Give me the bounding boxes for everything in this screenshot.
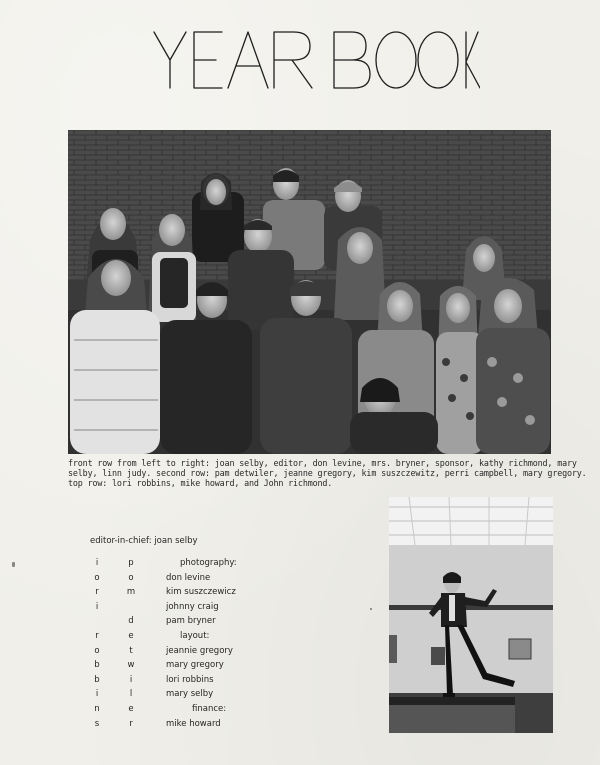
staff-name: mike howard: [166, 718, 221, 729]
vertical-letter: i: [129, 674, 133, 685]
vertical-letter: t: [129, 645, 133, 656]
vertical-letter: b: [94, 674, 100, 685]
paper-speck: [12, 562, 15, 567]
vertical-letter: p: [128, 558, 134, 568]
title-lettering: [150, 22, 480, 94]
vertical-letter: w: [127, 660, 135, 671]
vertical-letter: e: [128, 630, 134, 641]
vertical-letter: l: [129, 689, 133, 700]
dancer-photo-image: [389, 497, 553, 733]
group-photo-image: [68, 130, 551, 454]
vertical-letter: i: [95, 601, 99, 612]
staff-name: mary gregory: [166, 660, 224, 671]
staff-name: mary selby: [166, 689, 214, 700]
caption-line: front row from left to right: joan selby, editor, don levine, mrs. bryner, sponsor, kathy richmond, mary: [68, 458, 577, 468]
vertical-letter: i: [95, 558, 99, 568]
vertical-letter: n: [94, 703, 100, 714]
staff-name: pam bryner: [166, 616, 216, 627]
vertical-letter: m: [126, 587, 136, 598]
staff-name: jeannie gregory: [166, 645, 233, 656]
vertical-letter: r: [95, 587, 99, 598]
section-heading: layout:: [180, 630, 210, 641]
vertical-letter: o: [94, 645, 100, 656]
vertical-letter: s: [94, 718, 100, 729]
vertical-letter: b: [94, 660, 100, 671]
caption-line: top row: lori robbins, mike howard, and John richmond.: [68, 478, 333, 488]
staff-name: johnny craig: [166, 601, 219, 612]
page-title: [150, 22, 480, 94]
dancer-photo: [389, 497, 553, 733]
vertical-letter: e: [128, 703, 134, 714]
editor-in-chief-text: editor-in-chief: joan selby: [90, 536, 198, 546]
vertical-letter: i: [95, 689, 99, 700]
paper-speck: [370, 608, 372, 610]
staff-name: lori robbins: [166, 674, 214, 685]
section-heading: photography:: [180, 558, 237, 568]
vertical-letter: d: [128, 616, 134, 627]
staff-name: don levine: [166, 572, 211, 583]
caption-line: selby, linn judy. second row: pam detwiler, jeanne gregory, kim suszczewitz, perri campbell, mary gregory.: [68, 468, 587, 478]
staff-name: kim suszczewicz: [166, 587, 236, 598]
vertical-letter: o: [94, 572, 100, 583]
vertical-letter: r: [95, 630, 99, 641]
group-photo: [68, 130, 551, 454]
section-heading: finance:: [192, 703, 227, 714]
editor-in-chief: [90, 536, 198, 546]
vertical-letter: r: [129, 718, 133, 729]
vertical-letter: o: [128, 572, 134, 583]
group-photo-caption: [68, 458, 587, 488]
